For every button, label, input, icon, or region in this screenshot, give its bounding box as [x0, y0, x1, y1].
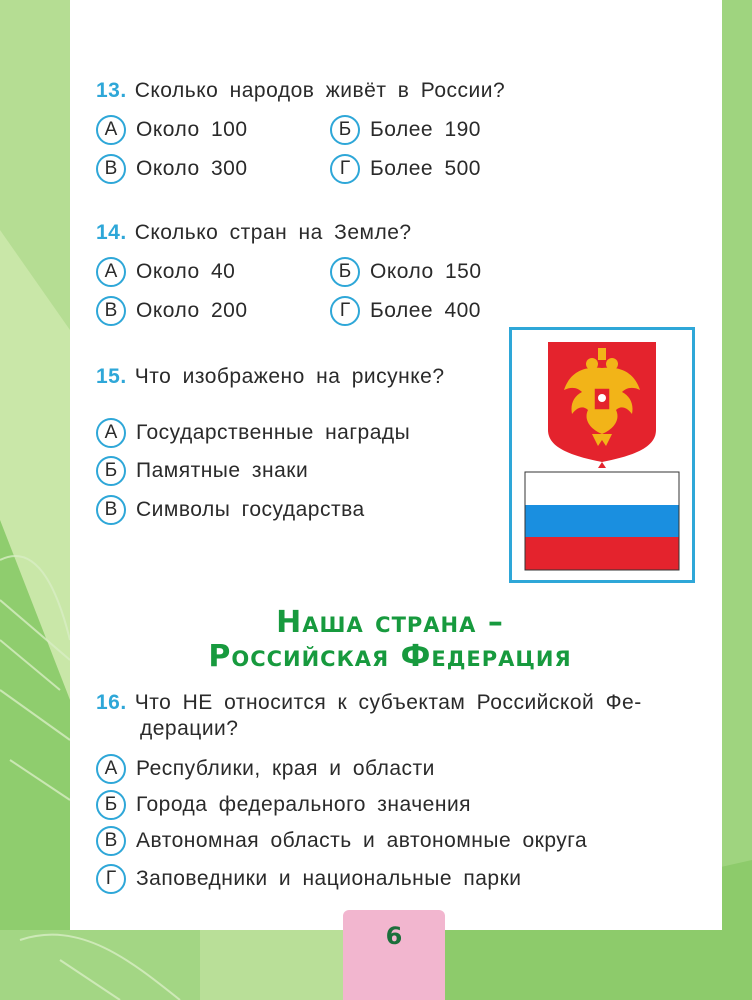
question-number: 16. — [96, 691, 127, 714]
q16-option-c[interactable] — [96, 825, 587, 857]
q16-option-d[interactable] — [96, 863, 522, 895]
q15-option-c[interactable] — [96, 494, 365, 526]
question-15 — [96, 365, 445, 389]
option-text: Более 400 — [370, 299, 481, 322]
coat-of-arms-icon — [548, 342, 656, 468]
section-title — [150, 606, 630, 674]
option-letter-badge: Б — [96, 456, 126, 486]
question-14 — [96, 221, 412, 245]
section-title-line-2: Российская Федерация — [208, 639, 572, 674]
option-text: Республики, края и области — [136, 757, 435, 780]
q13-option-c[interactable] — [96, 153, 248, 185]
q14-option-d[interactable] — [330, 295, 481, 327]
option-letter-badge: В — [96, 296, 126, 326]
question-text: Сколько стран на Земле? — [134, 221, 412, 244]
question-13 — [96, 79, 505, 103]
q15-option-a[interactable] — [96, 417, 410, 449]
option-text: Более 190 — [370, 118, 481, 141]
page-number-tab — [343, 910, 445, 1000]
option-letter-badge: Б — [330, 115, 360, 145]
q14-option-c[interactable] — [96, 295, 248, 327]
option-letter-badge: Г — [330, 154, 360, 184]
question-number: 14. — [96, 221, 127, 244]
option-text: Около 150 — [370, 260, 482, 283]
q16-option-a[interactable] — [96, 753, 435, 785]
option-letter-badge: Г — [96, 864, 126, 894]
question-text: Что изображено на рисунке? — [134, 365, 445, 388]
section-title-line-1: Наша страна – — [276, 605, 504, 640]
option-letter-badge: В — [96, 154, 126, 184]
option-text: Заповедники и национальные парки — [136, 867, 522, 890]
q13-option-d[interactable] — [330, 153, 481, 185]
option-text: Около 200 — [136, 299, 248, 322]
coat-of-arms-and-flag — [512, 330, 692, 580]
q13-option-a[interactable] — [96, 114, 248, 146]
option-letter-badge: А — [96, 115, 126, 145]
q15-option-b[interactable] — [96, 455, 308, 487]
option-letter-badge: А — [96, 257, 126, 287]
option-text: Около 100 — [136, 118, 248, 141]
option-letter-badge: А — [96, 754, 126, 784]
option-text: Около 300 — [136, 157, 248, 180]
page-number: 6 — [385, 922, 403, 950]
option-text: Города федерального значения — [136, 793, 472, 816]
option-letter-badge: А — [96, 418, 126, 448]
option-text: Государственные награды — [136, 421, 411, 444]
option-letter-badge: Б — [330, 257, 360, 287]
q14-option-a[interactable] — [96, 256, 235, 288]
question-16 — [96, 691, 642, 715]
question-16-continued — [140, 717, 238, 741]
state-symbols-picture — [509, 327, 695, 583]
q16-option-b[interactable] — [96, 789, 471, 821]
question-number: 13. — [96, 79, 127, 102]
option-letter-badge: В — [96, 495, 126, 525]
option-letter-badge: Г — [330, 296, 360, 326]
option-text: Около 40 — [136, 260, 236, 283]
question-text-line-1: Что НЕ относится к субъектам Российской Фе- — [134, 691, 642, 714]
option-text: Символы государства — [136, 498, 365, 521]
russian-flag-icon — [525, 472, 679, 570]
option-text: Автономная область и автономные округа — [136, 829, 588, 852]
q13-option-b[interactable] — [330, 114, 481, 146]
question-number: 15. — [96, 365, 127, 388]
option-text: Более 500 — [370, 157, 481, 180]
option-letter-badge: В — [96, 826, 126, 856]
option-text: Памятные знаки — [136, 459, 309, 482]
question-text-line-2: дерации? — [140, 717, 239, 740]
q14-option-b[interactable] — [330, 256, 482, 288]
option-letter-badge: Б — [96, 790, 126, 820]
question-text: Сколько народов живёт в России? — [134, 79, 506, 102]
